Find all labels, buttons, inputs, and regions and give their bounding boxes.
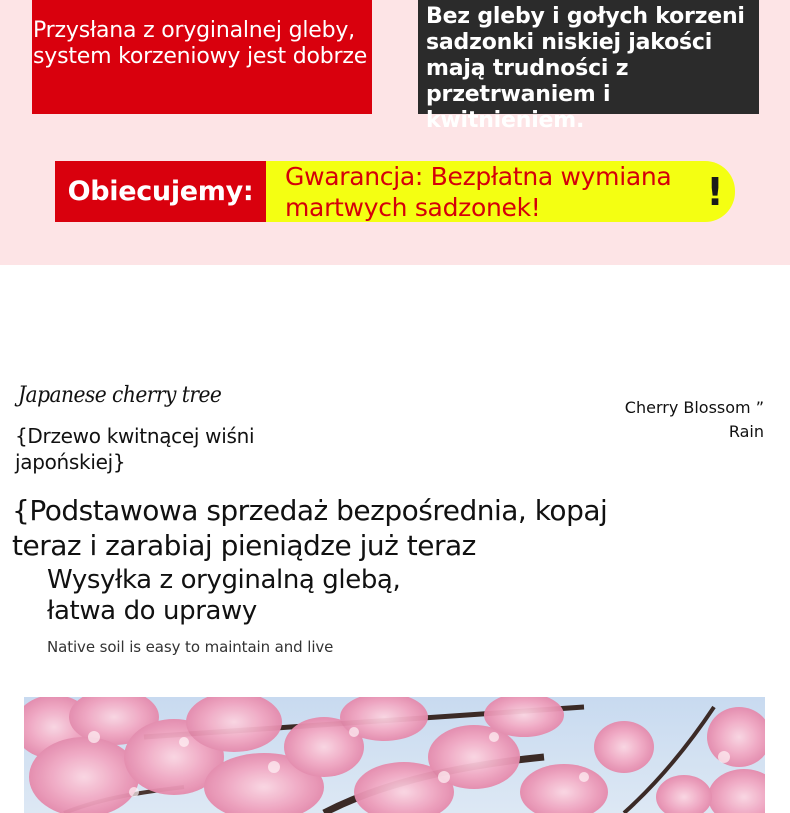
cherry-blossom-illustration <box>24 697 765 813</box>
sales-headline: {Podstawowa sprzedaż bezpośrednia, kopaj teraz i zarabiaj pieniądze już teraz <box>12 494 608 562</box>
promise-guarantee <box>266 161 735 222</box>
native-soil-caption: Native soil is easy to maintain and live <box>47 638 334 656</box>
bare-root-warning: Bez gleby i gołych korzeni sadzonki niskiej jakości mają trudności z przetrwaniem i kwitnieniem. <box>418 0 759 114</box>
variety-label: Cherry Blossom ” Rain <box>624 398 764 441</box>
original-soil-note: Przysłana z oryginalnej gleby, system korzeniowy jest dobrze <box>32 0 372 114</box>
promise-guarantee-text: Gwarancja: Bezpłatna wymiana martwych sadzonek! <box>285 162 672 222</box>
product-title: Japanese cherry tree <box>18 383 222 408</box>
promise-label: Obiecujemy: <box>55 161 266 222</box>
shipping-subheadline: Wysyłka z oryginalną glebą, łatwa do uprawy <box>47 565 401 626</box>
top-banner <box>0 0 790 265</box>
product-subtitle: {Drzewo kwitnącej wiśni japońskiej} <box>15 424 255 474</box>
cherry-blossom-photo <box>24 697 765 813</box>
exclamation-icon: ! <box>706 169 724 214</box>
